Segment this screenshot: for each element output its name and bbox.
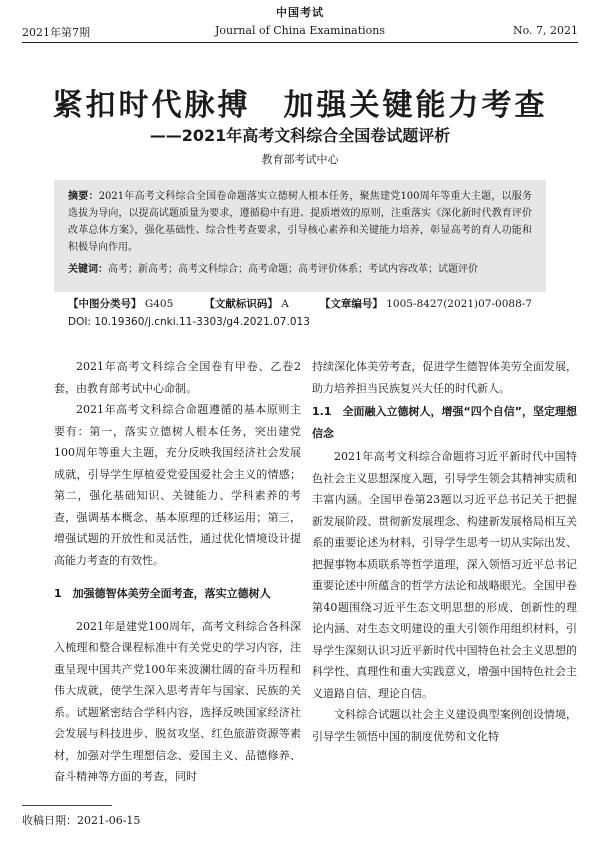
journal-name-en: Journal of China Examinations <box>214 24 386 37</box>
article-subtitle: ——2021年高考文科综合全国卷试题评析 <box>149 126 451 145</box>
body-column-right <box>312 356 577 747</box>
keywords-text: 高考；新高考；高考文科综合；高考命题；高考评价体系；考试内容改革；试题评价 <box>108 264 478 275</box>
doi: DOI: 10.19360/j.cnki.11-3303/g4.2021.07.013 <box>68 316 310 328</box>
issue-number-cn: 2021年第7期 <box>22 26 90 39</box>
received-date: 收稿日期：2021-06-15 <box>22 814 141 827</box>
article-number <box>320 296 532 311</box>
journal-logo: 中国考试 <box>276 6 324 19</box>
article-author: 教育部考试中心 <box>261 153 339 166</box>
doc-label: 【文献标识码】 <box>204 298 278 310</box>
section-heading: 1 加强德智体美劳全面考查，落实立德树人 <box>54 587 271 600</box>
keywords <box>68 262 532 278</box>
keywords-label: 关键词： <box>68 264 108 275</box>
classification-row <box>68 296 546 311</box>
page-header <box>22 0 578 42</box>
clc-value: G405 <box>144 298 174 310</box>
footnote-rule <box>22 805 112 806</box>
article-value: 1005-8427(2021)07-0088-7 <box>386 298 532 310</box>
paragraph: 持续深化体美劳考查，促进学生德智体美劳全面发展，助力培养担当民族复兴大任的时代新人。 <box>312 360 577 395</box>
issue-number-en: No. 7, 2021 <box>512 24 578 37</box>
paragraph: 2021年高考文科综合命题遵循的基本原则主要有：第一，落实立德树人根本任务，突出建党100周年等重大主题，充分反映我国经济社会发展成就，引导学生厚植爱党爱国爱社会主义的情感；第二，强化基础知识、关键能力、学科素养的考查，强调基本概念、基本原理的迁移运用；第三，增强试题的开放性和灵活性，通过优化情境设计提高能力考查的有效性。 <box>54 403 301 567</box>
article-label: 【文章编号】 <box>319 298 383 310</box>
doc-value: A <box>281 298 289 310</box>
header-rule <box>22 42 578 43</box>
abstract <box>68 188 532 256</box>
subsection-heading: 1.1 全面融入立德树人，增强“四个自信”，坚定理想信念 <box>312 405 577 440</box>
document-code <box>204 296 288 311</box>
abstract-text: 2021年高考文科综合全国卷命题落实立德树人根本任务，聚焦建党100周年等重大主题，以服务选拔为导向，以提高试题质量为要求，遵循稳中有进、提质增效的原则，注重落实《深化新时代教育评价改革总体方案》，强化基础性、综合性考查要求，引导核心素养和关键能力培养，彰显高考的育人功能和积极导向作用。 <box>68 191 533 253</box>
clc-label: 【中图分类号】 <box>68 298 142 310</box>
abstract-box <box>54 180 546 292</box>
paragraph: 2021年高考文科综合命题将习近平新时代中国特色社会主义思想深度入题，引导学生领会其精神实质和丰富内涵。全国甲卷第23题以习近平总书记关于把握新发展阶段、贯彻新发展理念、构建新发展格局相互关系的重要论述为材料，引导学生思考一切从实际出发、把握事物本质联系等哲学道理，深入领悟习近平总书记重要论述中所蕴含的哲学方法论和战略眼光。全国甲卷第40题围绕习近平生态文明思想的形成、创新性的理论内涵、对生态文明建设的重大引领作用组织材料，引导学生深刻认识习近平新时代中国特色社会主义思想的科学性、真理性和重大实践意义，增强中国特色社会主义道路自信、理论自信。 <box>312 450 577 700</box>
article-title: 紧扣时代脉搏 加强关键能力考查 <box>52 88 548 123</box>
paragraph: 2021年高考文科综合全国卷有甲卷、乙卷2套，由教育部考试中心命制。 <box>54 360 301 395</box>
paragraph: 文科综合试题以社会主义建设典型案例创设情境，引导学生领悟中国的制度优势和文化特 <box>312 708 577 743</box>
clc-number <box>68 296 173 311</box>
abstract-label: 摘要： <box>68 191 99 202</box>
body-column-left <box>54 356 301 788</box>
paragraph: 2021年是建党100周年，高考文科综合各科深入梳理和整合课程标准中有关党史的学习内容，注重呈现中国共产党100年来波澜壮阔的奋斗历程和伟大成就，使学生深入思考青年与国家、民族的关系。试题紧密结合学科内容，选择反映国家经济社会发展与科技进步、脱贫攻坚、红色旅游资源等素材，加强对学生理想信念、爱国主义、品德修养、奋斗精神等方面的考查，同时 <box>54 619 301 783</box>
